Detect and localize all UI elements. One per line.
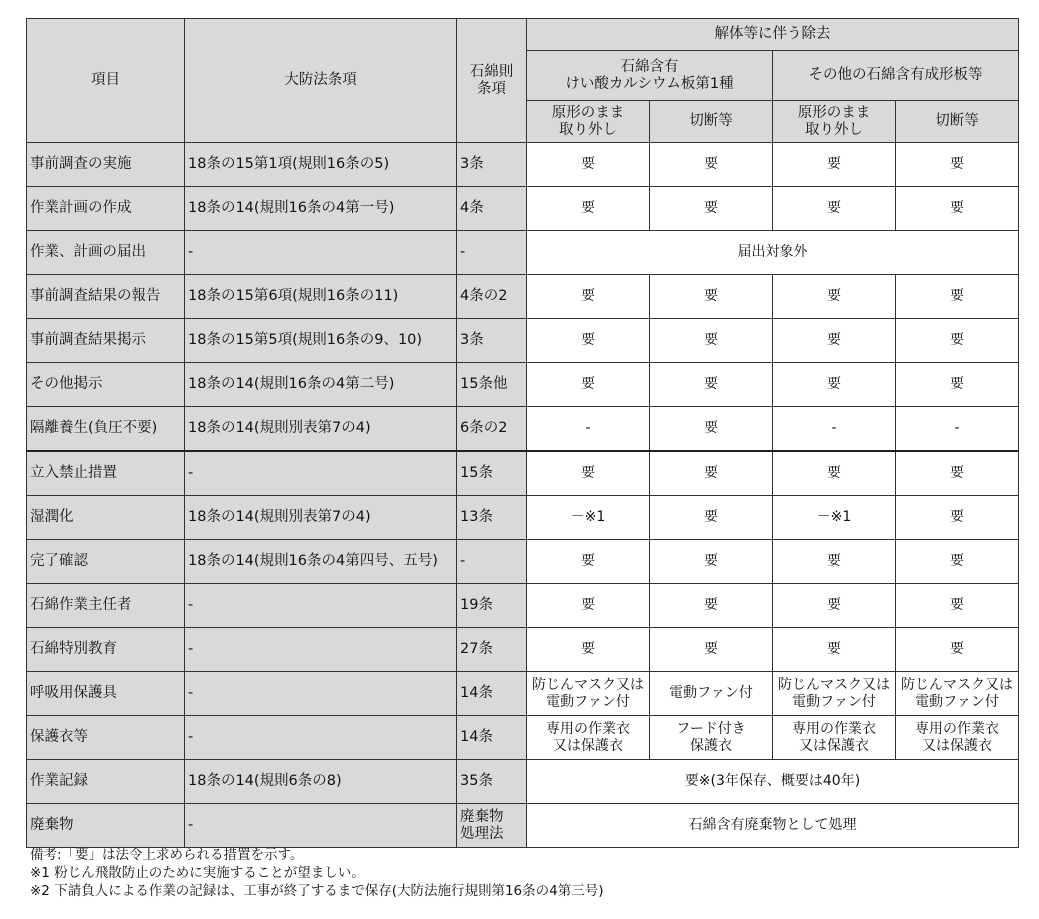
header-sub-cutting: 切断等 xyxy=(650,101,773,143)
row-item-cell: 事前調査結果の報告 xyxy=(27,275,185,319)
row-law-cell: 18条の14(規則16条の4第二号) xyxy=(185,363,457,407)
row-value-cell: - xyxy=(773,407,896,452)
row-value-cell: 要 xyxy=(773,275,896,319)
row-law-cell: - xyxy=(185,451,457,496)
table-row xyxy=(27,187,1019,231)
note-line: ※2 下請負人による作業の記録は、工事が終了するまで保存(大防法施行規則第16条の4第三号) xyxy=(30,883,604,899)
row-item-cell: 事前調査の実施 xyxy=(27,143,185,187)
table-row xyxy=(27,584,1019,628)
row-value-cell: 要 xyxy=(650,540,773,584)
row-value-cell: 防じんマスク又は 電動ファン付 xyxy=(896,672,1019,716)
row-law-cell: 18条の14(規則16条の4第一号) xyxy=(185,187,457,231)
table-row xyxy=(27,231,1019,275)
row-value-cell: 要 xyxy=(650,187,773,231)
row-value-cell: 要 xyxy=(896,143,1019,187)
row-value-cell: フード付き 保護衣 xyxy=(650,716,773,760)
row-item-cell: 作業記録 xyxy=(27,760,185,804)
row-value-cell: 要 xyxy=(773,143,896,187)
header-asbestos-rule: 石綿則 条項 xyxy=(457,19,527,143)
header-group-calcium-silicate: 石綿含有 けい酸カルシウム板第1種 xyxy=(527,51,773,101)
row-rule-cell: 27条 xyxy=(457,628,527,672)
row-value-cell: 要 xyxy=(650,319,773,363)
row-law-cell: 18条の14(規則別表第7の4) xyxy=(185,407,457,452)
row-law-cell: - xyxy=(185,672,457,716)
row-value-cell: 要 xyxy=(527,319,650,363)
table-row xyxy=(27,496,1019,540)
header-sub-remove-intact: 原形のまま 取り外し xyxy=(773,101,896,143)
table-row xyxy=(27,760,1019,804)
row-value-cell: 要 xyxy=(896,496,1019,540)
row-value-cell: 防じんマスク又は 電動ファン付 xyxy=(773,672,896,716)
header-removal: 解体等に伴う除去 xyxy=(527,19,1019,51)
row-value-cell: - xyxy=(896,407,1019,452)
row-item-cell: 廃棄物 xyxy=(27,804,185,848)
row-merged-value-cell: 要※(3年保存、概要は40年) xyxy=(527,760,1019,804)
requirements-table xyxy=(26,18,1019,848)
row-item-cell: 作業、計画の届出 xyxy=(27,231,185,275)
table-row xyxy=(27,407,1019,452)
row-value-cell: 電動ファン付 xyxy=(650,672,773,716)
row-law-cell: - xyxy=(185,231,457,275)
row-value-cell: 要 xyxy=(527,275,650,319)
row-rule-cell: 19条 xyxy=(457,584,527,628)
row-value-cell: 要 xyxy=(527,451,650,496)
row-law-cell: - xyxy=(185,716,457,760)
row-value-cell: －※1 xyxy=(527,496,650,540)
row-value-cell: 専用の作業衣 又は保護衣 xyxy=(527,716,650,760)
row-law-cell: 18条の15第6項(規則16条の11) xyxy=(185,275,457,319)
row-rule-cell: - xyxy=(457,231,527,275)
row-rule-cell: 4条の2 xyxy=(457,275,527,319)
row-law-cell: 18条の15第1項(規則16条の5) xyxy=(185,143,457,187)
row-rule-cell: 6条の2 xyxy=(457,407,527,452)
row-rule-cell: 35条 xyxy=(457,760,527,804)
row-item-cell: 呼吸用保護具 xyxy=(27,672,185,716)
row-value-cell: 要 xyxy=(896,628,1019,672)
row-item-cell: 立入禁止措置 xyxy=(27,451,185,496)
row-value-cell: －※1 xyxy=(773,496,896,540)
row-value-cell: 要 xyxy=(773,540,896,584)
row-value-cell: 要 xyxy=(896,363,1019,407)
row-value-cell: 要 xyxy=(527,628,650,672)
row-item-cell: 作業計画の作成 xyxy=(27,187,185,231)
row-rule-cell: 15条 xyxy=(457,451,527,496)
table-row xyxy=(27,319,1019,363)
row-value-cell: 防じんマスク又は 電動ファン付 xyxy=(527,672,650,716)
header-group-other-boards: その他の石綿含有成形板等 xyxy=(773,51,1019,101)
table-row xyxy=(27,275,1019,319)
table-row xyxy=(27,540,1019,584)
row-law-cell: - xyxy=(185,804,457,848)
row-value-cell: 要 xyxy=(773,451,896,496)
row-value-cell: 要 xyxy=(773,584,896,628)
row-value-cell: 専用の作業衣 又は保護衣 xyxy=(773,716,896,760)
row-value-cell: 要 xyxy=(527,584,650,628)
row-item-cell: 湿潤化 xyxy=(27,496,185,540)
row-value-cell: 要 xyxy=(773,187,896,231)
row-item-cell: 完了確認 xyxy=(27,540,185,584)
row-value-cell: 要 xyxy=(650,407,773,452)
table-row xyxy=(27,716,1019,760)
row-rule-cell: 3条 xyxy=(457,143,527,187)
table-row xyxy=(27,672,1019,716)
row-value-cell: 要 xyxy=(773,319,896,363)
row-item-cell: その他掲示 xyxy=(27,363,185,407)
row-value-cell: 要 xyxy=(650,275,773,319)
notes xyxy=(30,846,604,900)
row-rule-cell: 3条 xyxy=(457,319,527,363)
row-value-cell: 要 xyxy=(896,540,1019,584)
row-item-cell: 石綿作業主任者 xyxy=(27,584,185,628)
row-rule-cell: - xyxy=(457,540,527,584)
row-rule-cell: 14条 xyxy=(457,672,527,716)
row-item-cell: 事前調査結果掲示 xyxy=(27,319,185,363)
row-value-cell: 要 xyxy=(896,584,1019,628)
row-value-cell: 要 xyxy=(773,628,896,672)
row-value-cell: 要 xyxy=(650,363,773,407)
row-law-cell: 18条の15第5項(規則16条の9、10) xyxy=(185,319,457,363)
table-row xyxy=(27,451,1019,496)
row-value-cell: 要 xyxy=(650,143,773,187)
row-value-cell: 要 xyxy=(650,584,773,628)
note-line: 備考:「要」は法令上求められる措置を示す。 xyxy=(30,847,304,863)
row-item-cell: 隔離養生(負圧不要) xyxy=(27,407,185,452)
row-merged-value-cell: 石綿含有廃棄物として処理 xyxy=(527,804,1019,848)
row-item-cell: 保護衣等 xyxy=(27,716,185,760)
table-row xyxy=(27,628,1019,672)
row-law-cell: - xyxy=(185,628,457,672)
row-value-cell: 要 xyxy=(650,496,773,540)
header-sub-remove-intact: 原形のまま 取り外し xyxy=(527,101,650,143)
row-law-cell: 18条の14(規則16条の4第四号、五号) xyxy=(185,540,457,584)
header-item: 項目 xyxy=(27,19,185,143)
table-row xyxy=(27,804,1019,848)
row-value-cell: 要 xyxy=(527,363,650,407)
row-item-cell: 石綿特別教育 xyxy=(27,628,185,672)
table-row xyxy=(27,143,1019,187)
row-law-cell: 18条の14(規則別表第7の4) xyxy=(185,496,457,540)
row-rule-cell: 13条 xyxy=(457,496,527,540)
header-law: 大防法条項 xyxy=(185,19,457,143)
row-value-cell: 要 xyxy=(896,451,1019,496)
row-value-cell: 要 xyxy=(650,628,773,672)
table-row xyxy=(27,363,1019,407)
row-law-cell: 18条の14(規則6条の8) xyxy=(185,760,457,804)
row-value-cell: 専用の作業衣 又は保護衣 xyxy=(896,716,1019,760)
row-value-cell: 要 xyxy=(527,540,650,584)
row-value-cell: 要 xyxy=(527,143,650,187)
row-law-cell: - xyxy=(185,584,457,628)
row-value-cell: 要 xyxy=(896,275,1019,319)
row-rule-cell: 廃棄物 処理法 xyxy=(457,804,527,848)
header-sub-cutting: 切断等 xyxy=(896,101,1019,143)
row-rule-cell: 14条 xyxy=(457,716,527,760)
row-value-cell: 要 xyxy=(773,363,896,407)
row-value-cell: - xyxy=(527,407,650,452)
row-rule-cell: 4条 xyxy=(457,187,527,231)
row-value-cell: 要 xyxy=(896,187,1019,231)
row-value-cell: 要 xyxy=(650,451,773,496)
row-value-cell: 要 xyxy=(896,319,1019,363)
row-value-cell: 要 xyxy=(527,187,650,231)
row-merged-value-cell: 届出対象外 xyxy=(527,231,1019,275)
row-rule-cell: 15条他 xyxy=(457,363,527,407)
note-line: ※1 粉じん飛散防止のために実施することが望ましい。 xyxy=(30,865,365,881)
